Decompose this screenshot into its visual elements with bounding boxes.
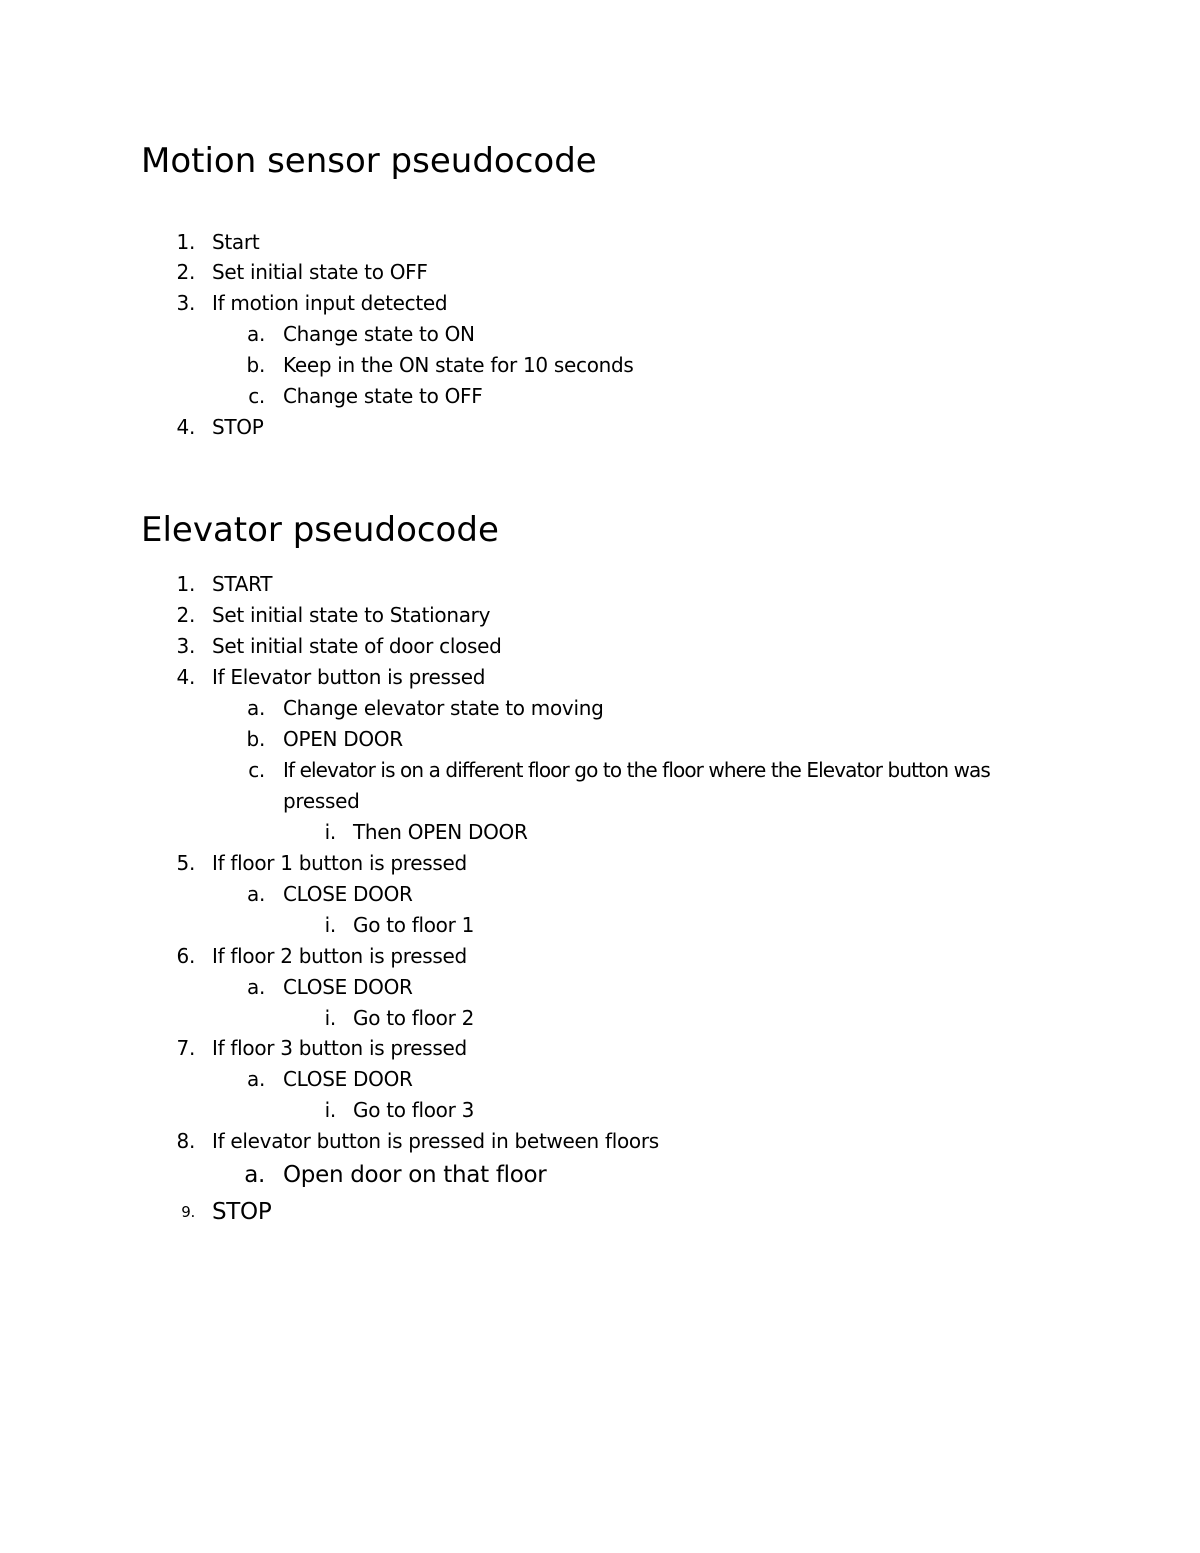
list-marker: 2. — [176, 603, 195, 627]
list-item-text: CLOSE DOOR — [283, 1067, 413, 1091]
motion-sensor-heading: Motion sensor pseudocode — [141, 141, 597, 181]
list-marker: a. — [246, 882, 265, 906]
list-item-text: CLOSE DOOR — [283, 882, 413, 906]
list-item-text: OPEN DOOR — [283, 727, 403, 751]
list-item-text: Set initial state to Stationary — [212, 603, 491, 627]
list-marker: 6. — [176, 944, 195, 968]
list-item-text: Keep in the ON state for 10 seconds — [283, 353, 634, 377]
list-item-text: If motion input detected — [212, 291, 448, 315]
list-item-text: CLOSE DOOR — [283, 975, 413, 999]
list-item-text: If elevator button is pressed in between floors — [212, 1129, 659, 1153]
list-marker: b. — [246, 727, 265, 751]
list-marker: 2. — [176, 260, 195, 284]
list-marker: i. — [324, 1098, 336, 1122]
list-marker: 4. — [176, 415, 195, 439]
list-item-text: Set initial state to OFF — [212, 260, 428, 284]
list-item-text: Change state to OFF — [283, 384, 483, 408]
list-marker: 4. — [176, 665, 195, 689]
list-item-text: START — [212, 572, 273, 596]
list-marker: i. — [324, 1006, 336, 1030]
list-marker: a. — [246, 1067, 265, 1091]
list-item-text: Change elevator state to moving — [283, 696, 604, 720]
list-item-text: If elevator is on a different floor go to the floor where the Elevator button was — [283, 758, 990, 782]
list-marker: i. — [324, 820, 336, 844]
list-item-text: Go to floor 1 — [353, 913, 475, 937]
list-item-text: Go to floor 2 — [353, 1006, 475, 1030]
list-item-text: Go to floor 3 — [353, 1098, 475, 1122]
list-marker: a. — [246, 975, 265, 999]
list-marker: 7. — [176, 1036, 195, 1060]
list-item-text: If floor 1 button is pressed — [212, 851, 467, 875]
list-item-text: Then OPEN DOOR — [353, 820, 528, 844]
list-marker: b. — [246, 353, 265, 377]
list-item-text: STOP — [212, 415, 264, 439]
list-item-text: If floor 3 button is pressed — [212, 1036, 467, 1060]
list-marker: 1. — [176, 230, 195, 254]
list-marker: i. — [324, 913, 336, 937]
list-item-text: STOP — [212, 1199, 272, 1225]
list-marker: 3. — [176, 634, 195, 658]
list-marker: 9. — [181, 1203, 195, 1221]
list-item-text: If floor 2 button is pressed — [212, 944, 467, 968]
list-marker: c. — [248, 384, 265, 408]
list-marker: 3. — [176, 291, 195, 315]
list-item-text: Change state to ON — [283, 322, 475, 346]
list-marker: c. — [248, 758, 265, 782]
list-item-text: pressed — [283, 789, 360, 813]
list-item-text: Start — [212, 230, 260, 254]
elevator-heading: Elevator pseudocode — [141, 510, 499, 550]
list-marker: a. — [246, 322, 265, 346]
list-marker: 5. — [176, 851, 195, 875]
list-marker: a. — [246, 696, 265, 720]
list-item-text: Set initial state of door closed — [212, 634, 502, 658]
list-item-text: If Elevator button is pressed — [212, 665, 486, 689]
list-marker: a. — [244, 1162, 265, 1188]
list-marker: 8. — [176, 1129, 195, 1153]
list-item-text: Open door on that floor — [283, 1162, 547, 1188]
list-marker: 1. — [176, 572, 195, 596]
